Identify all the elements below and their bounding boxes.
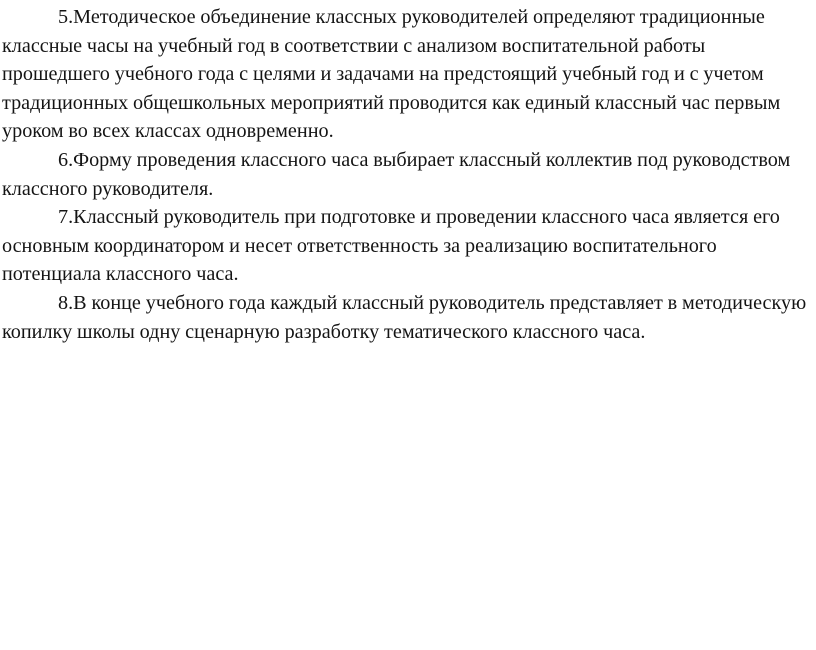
paragraph-8: 8.В конце учебного года каждый классный руководитель представляет в методическую копилку школы одну сценарную разработку тематического классного часа.: [2, 291, 807, 343]
paragraph-5: 5.Методическое объединение классных руководителей определяют традиционные классные часы на учебный год в соответствии с анализом воспитательной работы прошедшего учебного года с целями и задачами на предстоящий учебный год и с учетом традиционных общешкольных мероприятий проводится как единый классный час первым уроком во всех классах одновременно.: [2, 6, 781, 143]
paragraph-6: 6.Форму проведения классного часа выбирает классный коллектив под руководством классного руководителя.: [2, 148, 791, 200]
paragraph-7: 7.Классный руководитель при подготовке и проведении классного часа является его основным координатором и несет ответственность за реализацию воспитательного потенциала классного часа.: [2, 206, 780, 286]
document-body: [0, 3, 816, 346]
